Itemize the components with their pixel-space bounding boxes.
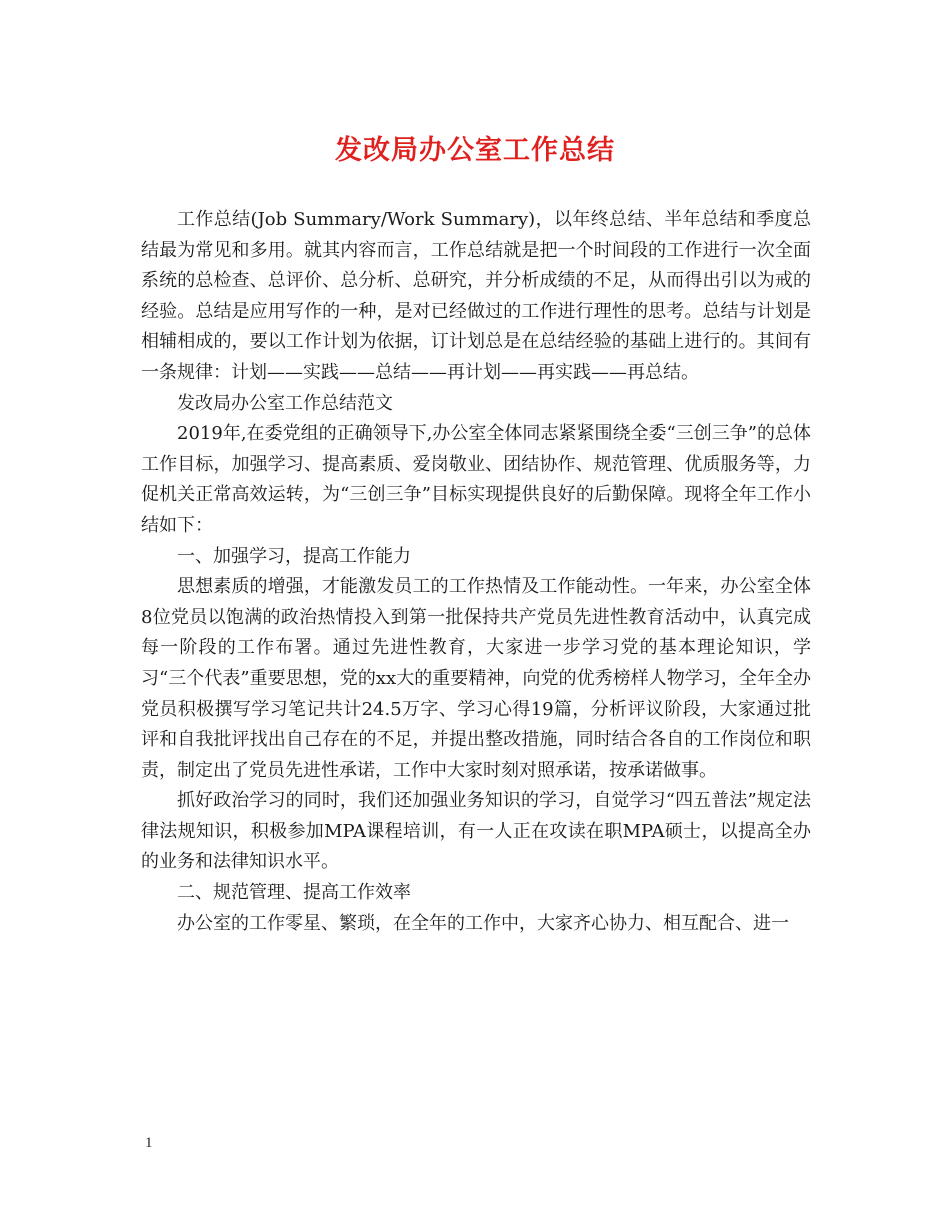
- sample-heading: 发改局办公室工作总结范文: [177, 392, 393, 414]
- page-number: 1: [145, 1135, 153, 1151]
- document-title: 发改局办公室工作总结: [335, 135, 615, 166]
- management-paragraph: 办公室的工作零星、繁琐，在全年的工作中，大家齐心协力、相互配合、进一: [177, 912, 789, 934]
- business-study-paragraph: 抓好政治学习的同时，我们还加强业务知识的学习，自觉学习“四五普法”规定法律法规知识，积极参加MPA课程培训，有一人正在攻读在职MPA硕士，以提高全办的业务和法律知识水平。: [141, 790, 811, 873]
- overview-paragraph: 2019年,在委党组的正确领导下,办公室全体同志紧紧围绕全委“三创三争”的总体工作目标，加强学习、提高素质、爱岗敬业、团结协作、规范管理、优质服务等，力促机关正常高效运转，为“三创三争”目标实现提供良好的后勤保障。现将全年工作小结如下：: [141, 423, 811, 536]
- section-heading-2: 二、规范管理、提高工作效率: [177, 882, 411, 904]
- section-heading-1: 一、加强学习，提高工作能力: [177, 545, 411, 567]
- intro-paragraph: 工作总结(Job Summary/Work Summary)，以年终总结、半年总结和季度总结最为常见和多用。就其内容而言，工作总结就是把一个时间段的工作进行一次全面系统的总检查、总评价、总分析、总研究，并分析成绩的不足，从而得出引以为戒的经验。总结是应用写作的一种，是对已经做过的工作进行理性的思考。总结与计划是相辅相成的，要以工作计划为依据，订计划总是在总结经验的基础上进行的。其间有一条规律：计划——实践——总结——再计划——再实践——再总结。: [141, 209, 811, 383]
- document-body: [141, 205, 811, 939]
- study-paragraph: 思想素质的增强，才能激发员工的工作热情及工作能动性。一年来，办公室全体8位党员以饱满的政治热情投入到第一批保持共产党员先进性教育活动中，认真完成每一阶段的工作布署。通过先进性教育，大家进一步学习党的基本理论知识，学习“三个代表”重要思想，党的xx大的重要精神，向党的优秀榜样人物学习，全年全办党员积极撰写学习笔记共计24.5万字、学习心得19篇，分析评议阶段，大家通过批评和自我批评找出自己存在的不足，并提出整改措施，同时结合各自的工作岗位和职责，制定出了党员先进性承诺，工作中大家时刻对照承诺，按承诺做事。: [141, 576, 811, 781]
